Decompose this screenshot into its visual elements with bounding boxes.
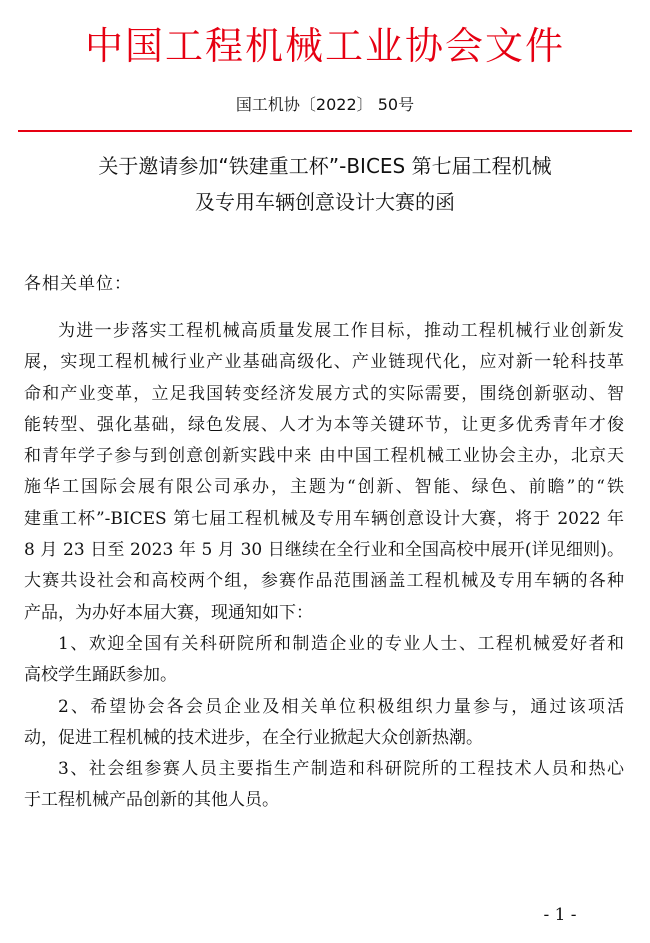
body-line: 命和产业变革，立足我国转变经济发展方式的实际需要，围绕创新驱动、智 [24, 383, 624, 404]
body-line: 展，实现工程机械行业产业基础高级化、产业链现代化，应对新一轮科技革 [24, 352, 624, 373]
header-divider [18, 130, 632, 132]
document-title-line-2: 及专用车辆创意设计大赛的函 [195, 190, 455, 214]
body-line: 2、希望协会各会员企业及相关单位积极组织力量参与，通过该项活 [58, 696, 624, 717]
body-line: 大赛共设社会和高校两个组，参赛作品范围涵盖工程机械及专用车辆的各种 [24, 571, 624, 592]
body-line: 为进一步落实工程机械高质量发展工作目标，推动工程机械行业创新发 [58, 321, 624, 341]
page-number: - 1 - [543, 905, 577, 925]
document-title [0, 148, 650, 220]
body-line: 1、欢迎全国有关科研院所和制造企业的专业人士、工程机械爱好者和 [58, 633, 624, 654]
document-number: 国工机协〔2022〕 50号 [235, 95, 415, 114]
org-header-title: 中国工程机械工业协会文件 [84, 24, 565, 68]
body-line: 于工程机械产品创新的其他人员。 [24, 790, 279, 811]
body-line: 和青年学子参与到创意创新实践中来 由中国工程机械工业协会主办，北京天 [24, 446, 624, 467]
body-line: 建重工杯”-BICES 第七届工程机械及专用车辆创意设计大赛，将于 2022 年 [24, 508, 624, 529]
body-line: 高校学生踊跃参加。 [24, 665, 177, 686]
body-line: 产品，为办好本届大赛，现通知如下： [24, 602, 313, 623]
body-line: 动，促进工程机械的技术进步，在全行业掀起大众创新热潮。 [24, 727, 483, 748]
body-line: 能转型、强化基础，绿色发展、人才为本等关键环节，让更多优秀青年才俊 [24, 414, 624, 435]
body-line: 8 月 23 日至 2023 年 5 月 30 日继续在全行业和全国高校中展开(详见细则)。 [24, 540, 624, 561]
body-line: 施华工国际会展有限公司承办，主题为“创新、智能、绿色、前瞻”的“铁 [24, 477, 624, 498]
letter-body [24, 316, 624, 817]
body-line: 3、社会组参赛人员主要指生产制造和科研院所的工程技术人员和热心 [58, 759, 624, 780]
salutation: 各相关单位： [24, 274, 132, 294]
document-title-line-1: 关于邀请参加“铁建重工杯”-BICES 第七届工程机械 [98, 154, 552, 178]
